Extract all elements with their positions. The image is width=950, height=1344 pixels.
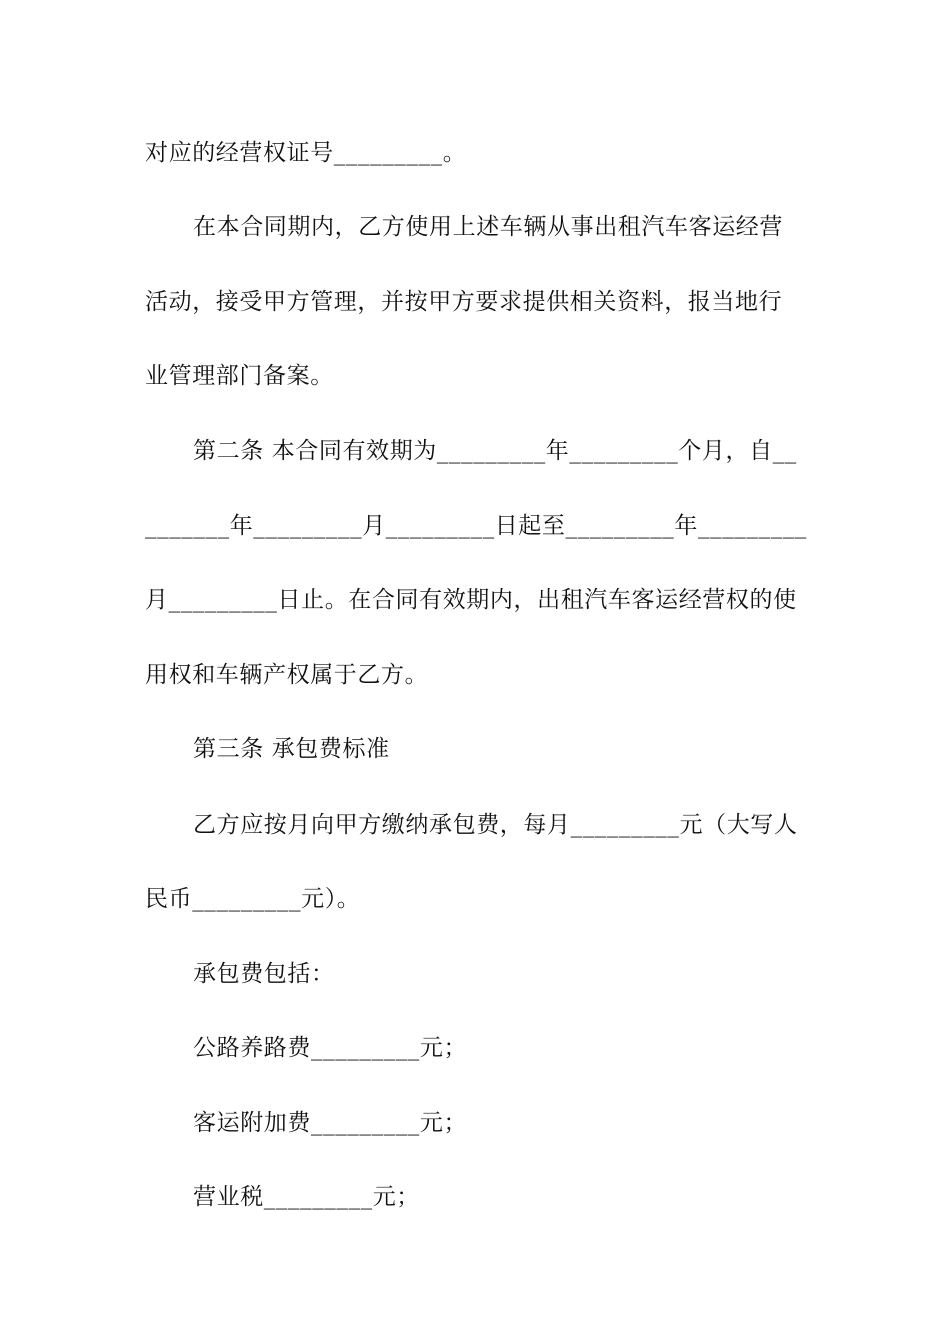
fee-item-business-tax: 营业税_________元； [193, 1184, 420, 1210]
text-line-fee-includes: 承包费包括： [193, 961, 335, 987]
article-3-heading: 第三条 承包费标准 [193, 736, 390, 762]
text-line-date-end: 月_________日止。在合同有效期内，出租汽车客运经营权的使 [145, 587, 797, 613]
text-line-fee-capital: 民币_________元）。 [145, 886, 361, 912]
fee-item-passenger-surcharge: 客运附加费_________元； [193, 1110, 468, 1136]
text-line-license-number: 对应的经营权证号_________。 [145, 140, 467, 166]
fee-item-road-maintenance: 公路养路费_________元； [193, 1035, 468, 1061]
article-2-heading-line: 第二条 本合同有效期为_________年_________个月，自__ [193, 438, 797, 464]
text-line-ownership: 用权和车辆产权属于乙方。 [145, 662, 429, 688]
text-line-management: 活动，接受甲方管理，并按甲方要求提供相关资料，报当地行 [145, 289, 783, 315]
text-line-contract-period-usage: 在本合同期内，乙方使用上述车辆从事出租汽车客运经营 [193, 214, 783, 240]
text-line-monthly-fee: 乙方应按月向甲方缴纳承包费，每月_________元（大写人 [193, 812, 798, 838]
text-line-filing: 业管理部门备案。 [145, 363, 334, 389]
text-line-date-range: _______年_________月_________日起至_________年_________ [145, 513, 807, 539]
